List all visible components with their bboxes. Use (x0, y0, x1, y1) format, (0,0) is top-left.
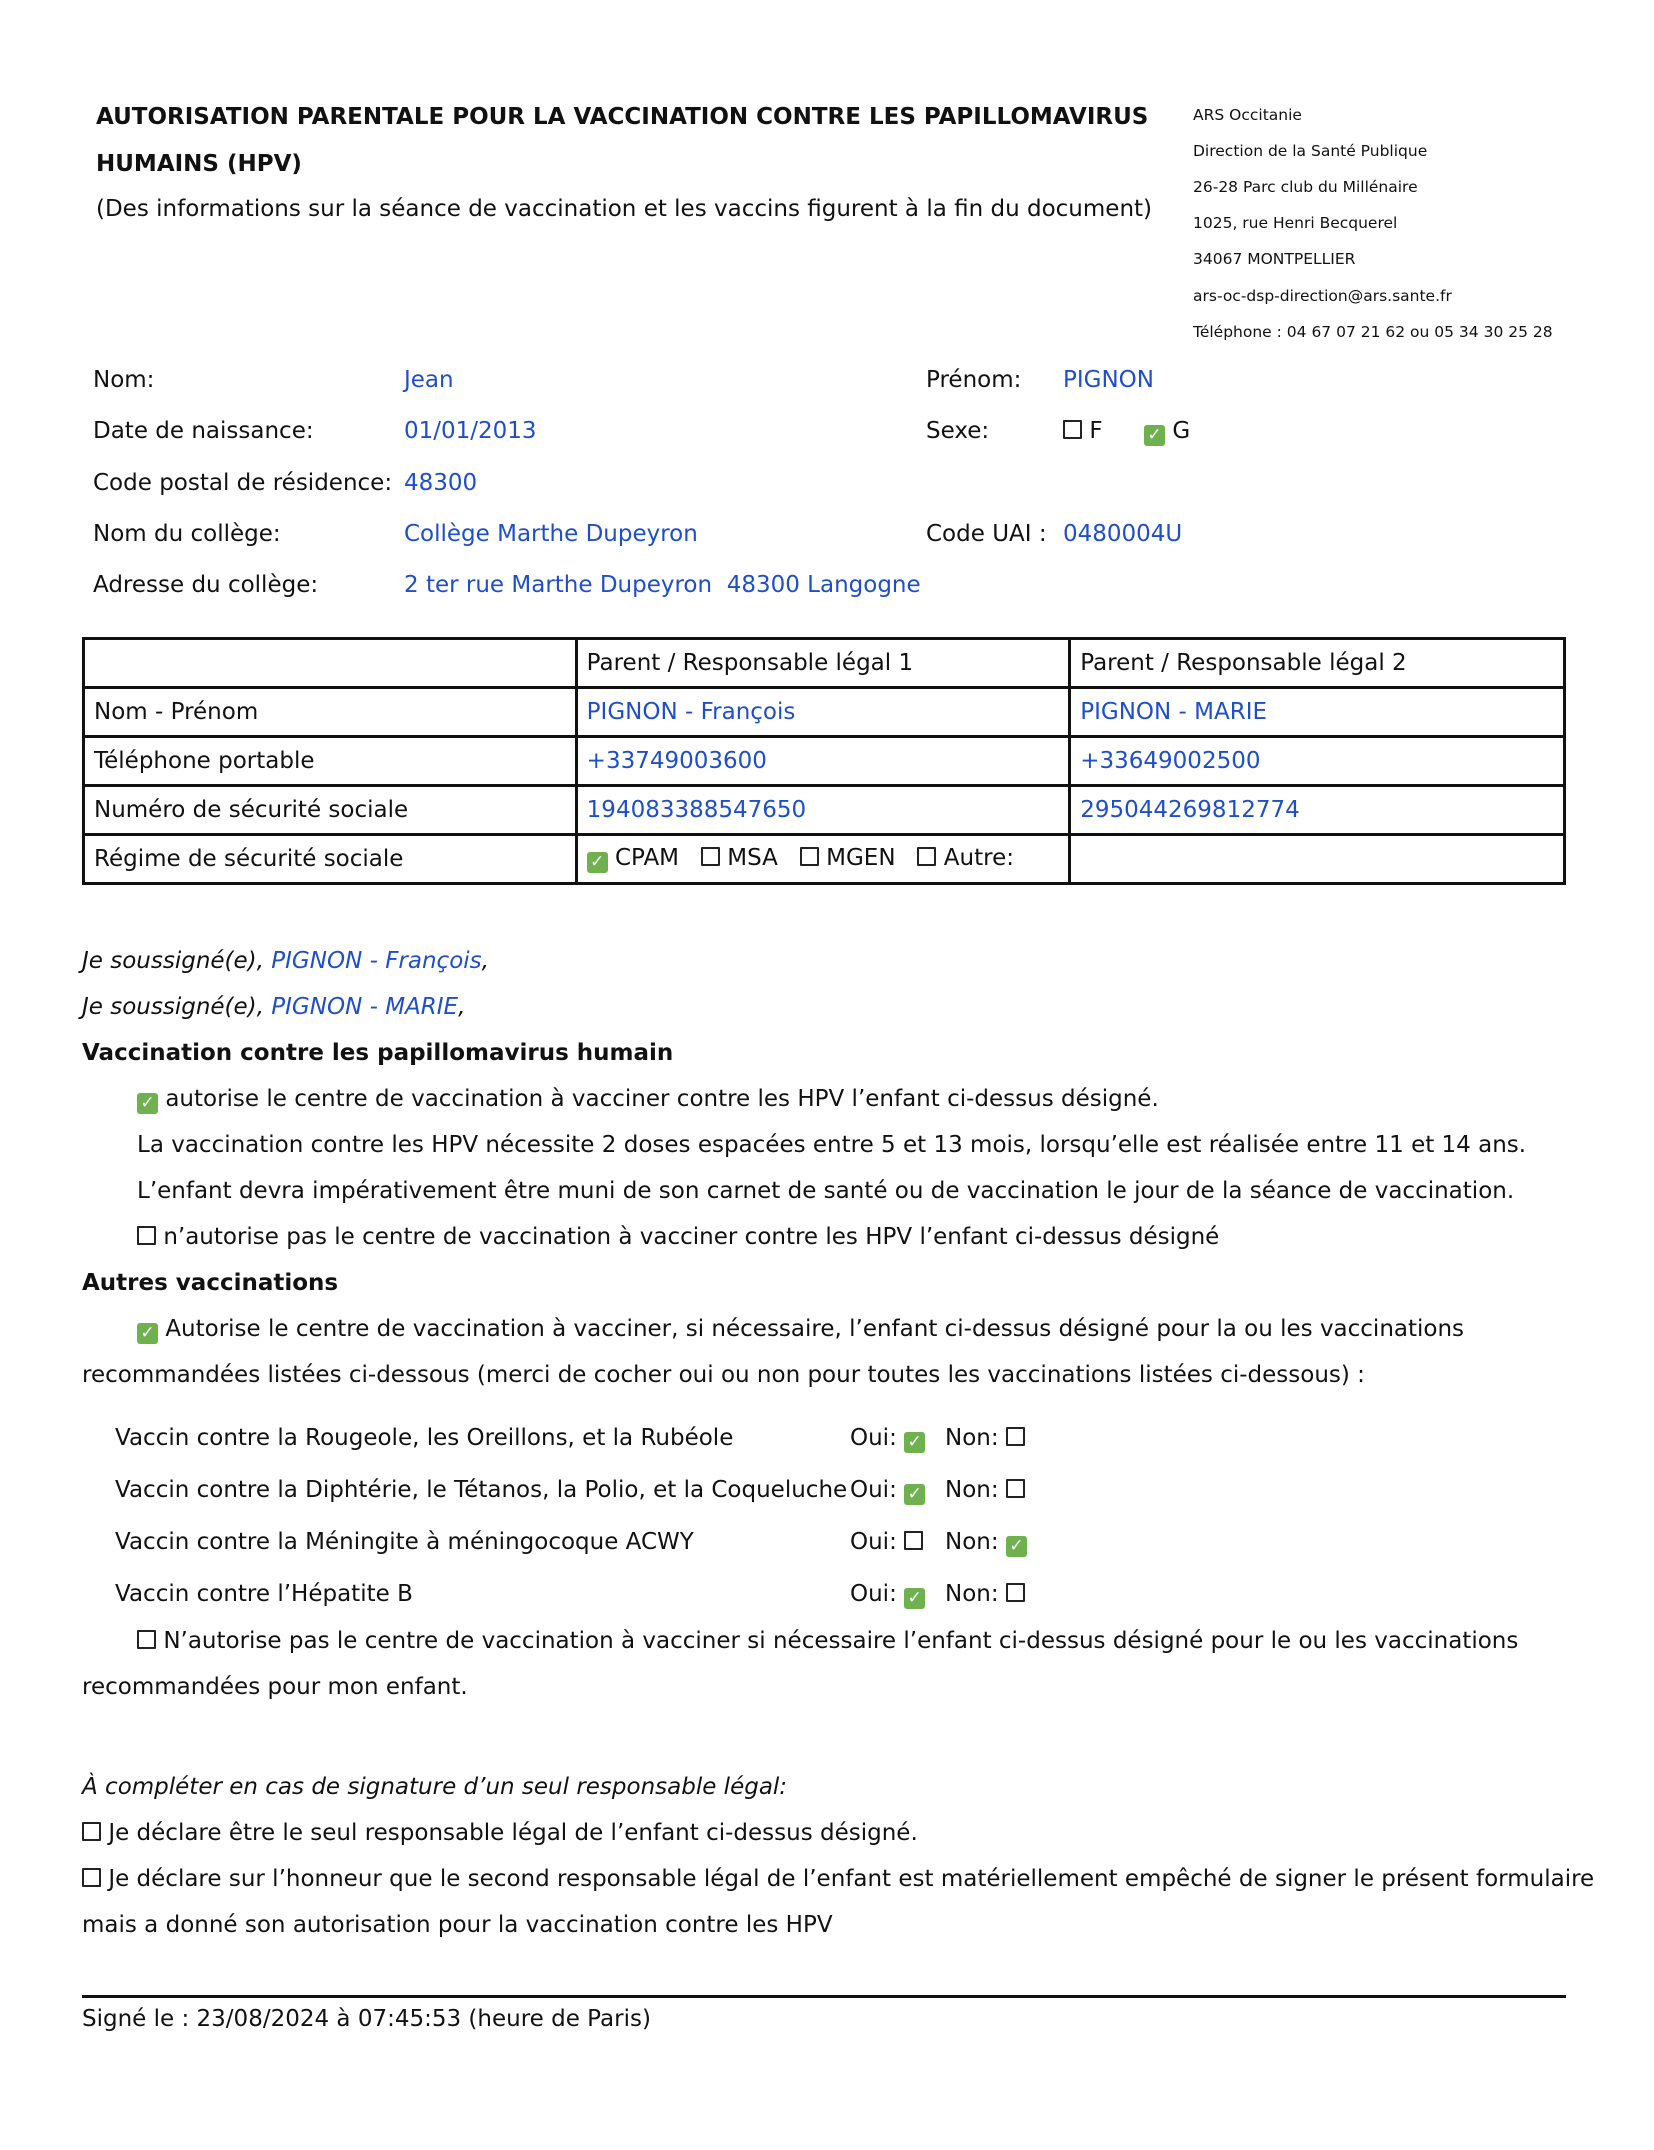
checked-box-icon: ✓ (904, 1432, 925, 1453)
signature-divider (82, 1995, 1566, 1998)
other-refuse-text: N’autorise pas le centre de vaccination à vacciner si nécessaire l’enfant ci-dessus désigné pour le ou les vaccinations (163, 1628, 1519, 1654)
nom-value: Jean (404, 367, 454, 393)
vaccine-name: Vaccin contre la Rougeole, les Oreillons, et la Rubéole (115, 1425, 734, 1451)
dob-label: Date de naissance: (93, 418, 314, 444)
table-header-parent2: Parent / Responsable légal 2 (1070, 639, 1565, 688)
college-value: Collège Marthe Dupeyron (404, 521, 698, 547)
non-label: Non: (945, 1425, 999, 1451)
postal-value: 48300 (404, 470, 478, 496)
ars-address2: 1025, rue Henri Becquerel (1193, 214, 1398, 232)
checked-box-icon: ✓ (137, 1093, 158, 1114)
unchecked-box-icon (917, 847, 936, 866)
vaccine-oui-option (850, 1581, 925, 1609)
non-label: Non: (945, 1581, 999, 1607)
postal-label: Code postal de résidence: (93, 470, 393, 496)
soussigne-comma: , (458, 994, 466, 1020)
sexe-g-option (1144, 418, 1190, 446)
other-authorize-text: Autorise le centre de vaccination à vacciner, si nécessaire, l’enfant ci-dessus désigné pour la ou les vaccinations (165, 1316, 1465, 1342)
unchecked-box-icon (1006, 1583, 1025, 1602)
single-guardian-2b: mais a donné son autorisation pour la vaccination contre les HPV (82, 1912, 833, 1938)
soussigne-line-2 (82, 994, 465, 1020)
parent1-tel: +33749003600 (576, 737, 1070, 786)
parent1-nom: PIGNON - François (576, 688, 1070, 737)
hpv-refuse-text: n’autorise pas le centre de vaccination à vacciner contre les HPV l’enfant ci-dessus désigné (163, 1224, 1220, 1250)
unchecked-box-icon (137, 1630, 156, 1649)
checked-box-icon: ✓ (1006, 1536, 1027, 1557)
regime-msa: MSA (727, 845, 778, 871)
vaccine-non-option (945, 1425, 1025, 1451)
signature-date: Signé le : 23/08/2024 à 07:45:53 (heure de Paris) (82, 2006, 651, 2032)
ars-direction: Direction de la Santé Publique (1193, 142, 1428, 160)
unchecked-box-icon (1006, 1479, 1025, 1498)
regime-autre: Autre: (943, 845, 1014, 871)
ars-phone: Téléphone : 04 67 07 21 62 ou 05 34 30 25 28 (1193, 323, 1553, 341)
row-label-secu: Numéro de sécurité sociale (84, 786, 577, 835)
hpv-info-2: L’enfant devra impérativement être muni de son carnet de santé ou de vaccination le jour de la séance de vaccination. (137, 1178, 1515, 1204)
college-address-label: Adresse du collège: (93, 572, 319, 598)
unchecked-box-icon (1006, 1427, 1025, 1446)
vaccine-name: Vaccin contre l’Hépatite B (115, 1581, 413, 1607)
ars-address1: 26-28 Parc club du Millénaire (1193, 178, 1418, 196)
table-header-row (84, 639, 1565, 688)
prenom-label: Prénom: (926, 367, 1022, 393)
unchecked-box-icon (82, 1868, 101, 1887)
oui-label: Oui: (850, 1425, 897, 1451)
checked-box-icon: ✓ (904, 1588, 925, 1609)
non-label: Non: (945, 1529, 999, 1555)
other-authorize-line1 (137, 1316, 1464, 1344)
unchecked-box-icon (137, 1226, 156, 1245)
checked-box-icon: ✓ (137, 1323, 158, 1344)
nom-label: Nom: (93, 367, 155, 393)
sexe-f-label: F (1089, 418, 1103, 444)
ars-name: ARS Occitanie (1193, 106, 1302, 124)
form-subtitle: (Des informations sur la séance de vaccination et les vaccins figurent à la fin du document) (96, 196, 1153, 222)
college-label: Nom du collège: (93, 521, 281, 547)
oui-label: Oui: (850, 1529, 897, 1555)
hpv-heading: Vaccination contre les papillomavirus humain (82, 1040, 674, 1066)
unchecked-box-icon (701, 847, 720, 866)
form-title-line2: HUMAINS (HPV) (96, 151, 302, 177)
single-guardian-1 (82, 1820, 918, 1846)
oui-label: Oui: (850, 1581, 897, 1607)
single-guardian-1-text: Je déclare être le seul responsable légal de l’enfant ci-dessus désigné. (108, 1820, 918, 1846)
table-row (84, 737, 1565, 786)
table-row (84, 786, 1565, 835)
unchecked-box-icon (904, 1531, 923, 1550)
vaccine-name: Vaccin contre la Méningite à méningocoque ACWY (115, 1529, 694, 1555)
soussigne-parent2: PIGNON - MARIE (271, 994, 459, 1020)
single-guardian-2-text: Je déclare sur l’honneur que le second responsable légal de l’enfant est matériellement empêché de signer le présent formulaire (108, 1866, 1595, 1892)
ars-city: 34067 MONTPELLIER (1193, 250, 1356, 268)
parent1-secu: 194083388547650 (576, 786, 1070, 835)
soussigne-line-1 (82, 948, 489, 974)
row-label-nom: Nom - Prénom (84, 688, 577, 737)
single-guardian-2 (82, 1866, 1594, 1892)
hpv-authorize-text: autorise le centre de vaccination à vacciner contre les HPV l’enfant ci-dessus désigné. (165, 1086, 1159, 1112)
parent2-secu: 295044269812774 (1070, 786, 1565, 835)
unchecked-box-icon (800, 847, 819, 866)
vaccine-oui-option (850, 1477, 925, 1505)
parents-table (82, 637, 1566, 885)
hpv-info-1: La vaccination contre les HPV nécessite 2 doses espacées entre 5 et 13 mois, lorsqu’elle est réalisée entre 11 et 14 ans. (137, 1132, 1527, 1158)
parent2-tel: +33649002500 (1070, 737, 1565, 786)
table-header-empty (84, 639, 577, 688)
prenom-value: PIGNON (1063, 367, 1154, 393)
vaccine-name: Vaccin contre la Diphtérie, le Tétanos, la Polio, et la Coqueluche (115, 1477, 848, 1503)
single-guardian-heading: À compléter en cas de signature d’un seul responsable légal: (82, 1774, 788, 1800)
row-label-tel: Téléphone portable (84, 737, 577, 786)
soussigne-comma: , (481, 948, 489, 974)
table-header-parent1: Parent / Responsable légal 1 (576, 639, 1070, 688)
parent2-regime (1070, 835, 1565, 884)
uai-value: 0480004U (1063, 521, 1183, 547)
row-label-regime: Régime de sécurité sociale (84, 835, 577, 884)
vaccine-non-option (945, 1581, 1025, 1607)
parent1-regime (576, 835, 1070, 884)
oui-label: Oui: (850, 1477, 897, 1503)
unchecked-box-icon (82, 1822, 101, 1841)
other-heading: Autres vaccinations (82, 1270, 339, 1296)
sexe-label: Sexe: (926, 418, 990, 444)
checked-box-icon: ✓ (587, 852, 608, 873)
other-refuse-line1 (137, 1628, 1518, 1654)
dob-value: 01/01/2013 (404, 418, 537, 444)
hpv-refuse (137, 1224, 1219, 1250)
regime-mgen: MGEN (826, 845, 896, 871)
hpv-authorize (137, 1086, 1159, 1114)
vaccine-non-option (945, 1529, 1027, 1557)
unchecked-box-icon (1063, 420, 1082, 439)
sexe-f-option (1063, 418, 1103, 444)
checked-box-icon: ✓ (904, 1484, 925, 1505)
table-row (84, 688, 1565, 737)
vaccine-non-option (945, 1477, 1025, 1503)
table-row (84, 835, 1565, 884)
vaccine-oui-option (850, 1529, 923, 1555)
other-refuse-line2: recommandées pour mon enfant. (82, 1674, 468, 1700)
form-title-line1: AUTORISATION PARENTALE POUR LA VACCINATION CONTRE LES PAPILLOMAVIRUS (96, 104, 1149, 130)
checked-box-icon: ✓ (1144, 425, 1165, 446)
other-authorize-line2: recommandées listées ci-dessous (merci de cocher oui ou non pour toutes les vaccinations listées ci-dessous) : (82, 1362, 1365, 1388)
regime-cpam: CPAM (614, 845, 680, 871)
non-label: Non: (945, 1477, 999, 1503)
soussigne-prefix: Je soussigné(e), (82, 994, 272, 1020)
uai-label: Code UAI : (926, 521, 1047, 547)
soussigne-parent1: PIGNON - François (271, 948, 482, 974)
vaccine-oui-option (850, 1425, 925, 1453)
soussigne-prefix: Je soussigné(e), (82, 948, 272, 974)
sexe-g-label: G (1172, 418, 1191, 444)
ars-email: ars-oc-dsp-direction@ars.sante.fr (1193, 287, 1452, 305)
college-address-value: 2 ter rue Marthe Dupeyron 48300 Langogne (404, 572, 921, 598)
parent2-nom: PIGNON - MARIE (1070, 688, 1565, 737)
